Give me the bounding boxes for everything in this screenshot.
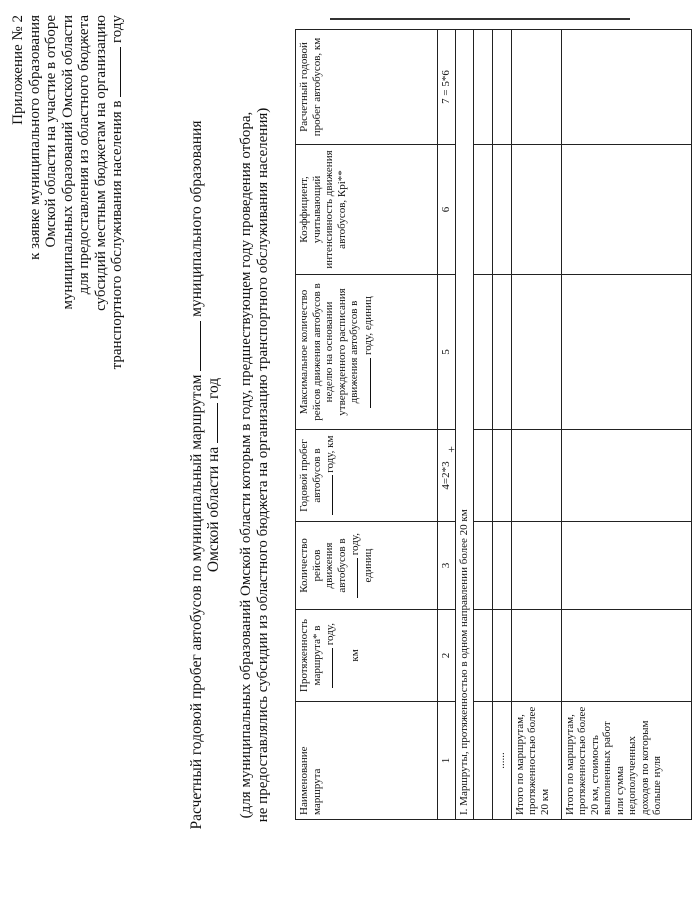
- document-subtitle: [238, 45, 272, 885]
- column-number: 1: [438, 702, 456, 820]
- table-cell: [473, 702, 492, 820]
- header-text: Протяженность маршрута* в: [298, 618, 323, 693]
- column-number: 4=2*3: [438, 430, 456, 522]
- title-text: Расчетный годовой пробег автобусов по муниципальный маршрутам: [188, 374, 205, 830]
- header-text: Годовой пробег автобусов в: [298, 439, 323, 512]
- total-label: Итого по маршрутам, протяженностью более 20 км, стоимость выполненных работ или сумма недополученных доходов по которым больше нуля: [561, 702, 691, 820]
- header-text: году,: [349, 533, 361, 556]
- column-number: 7 = 5*6: [438, 30, 456, 145]
- appendix-line: муниципальных образований Омской области: [59, 15, 76, 310]
- table-row: [492, 30, 511, 820]
- header-text: году, единиц: [361, 296, 374, 356]
- appendix-line: субсидий местным бюджетам на организацию: [92, 15, 109, 311]
- section-row: [455, 30, 473, 820]
- column-number: 2: [438, 610, 456, 702]
- scan-edge-line: [330, 18, 630, 20]
- total-row: [511, 30, 561, 820]
- title-text: год: [205, 377, 222, 399]
- header-text: единиц: [361, 548, 374, 583]
- header-annual-mileage: [296, 430, 438, 522]
- column-numbers-row: [438, 30, 456, 820]
- subtitle-line: (для муниципальных образований Омской области которым в году, предшествующем году проведения отбора,: [238, 111, 254, 819]
- header-text: году, км: [324, 435, 336, 473]
- title-text: муниципального образования: [188, 120, 205, 317]
- document-title: [188, 85, 222, 865]
- column-number: 5: [438, 275, 456, 430]
- column-number: 6: [438, 145, 456, 275]
- header-text: Максимальное количество рейсов движения автобусов в неделю на основании утвержденного расписания движения автобусов в: [298, 283, 360, 421]
- mileage-table: [295, 29, 692, 820]
- table-cell-dots: ......: [492, 702, 511, 820]
- appendix-line: [109, 15, 126, 445]
- header-trips-count: [296, 522, 438, 610]
- appendix-number: Приложение № 2: [10, 15, 26, 125]
- appendix-line-text: году: [109, 15, 125, 43]
- appendix-block: [10, 15, 126, 445]
- header-route-name: Наименование маршрута: [296, 702, 438, 820]
- appendix-line: к заявке муниципального образования: [26, 15, 43, 260]
- column-number: 3: [438, 522, 456, 610]
- stray-mark: +: [448, 442, 455, 457]
- header-text: году,: [324, 623, 336, 646]
- subtitle-line: не предоставлялись субсидии из областного бюджета на организацию транспортного обслуживания населения): [255, 107, 271, 823]
- total-label: Итого по маршрутам, протяженностью более 20 км: [511, 702, 561, 820]
- section-title: I. Маршруты, протяженностью в одном направлении более 20 км: [455, 30, 473, 820]
- header-row: [296, 30, 438, 820]
- header-route-length: [296, 610, 438, 702]
- title-text: Омской области на: [205, 446, 222, 573]
- header-intensity-coefficient: Коэффициент, учитывающий интенсивность движения автобусов, Крi**: [296, 145, 438, 275]
- appendix-line-text: транспортного обслуживания населения в: [109, 100, 125, 370]
- header-text: км: [349, 649, 361, 662]
- header-calculated-mileage: Расчетный годовой пробег автобусов, км: [296, 30, 438, 145]
- total-row: [561, 30, 691, 820]
- table-row: [473, 30, 492, 820]
- header-text: Количество рейсов движения автобусов в: [298, 538, 348, 593]
- header-max-weekly-trips: [296, 275, 438, 430]
- appendix-line: для предоставления из областного бюджета: [76, 15, 92, 295]
- appendix-line: Омской области на участие в отборе: [43, 15, 59, 248]
